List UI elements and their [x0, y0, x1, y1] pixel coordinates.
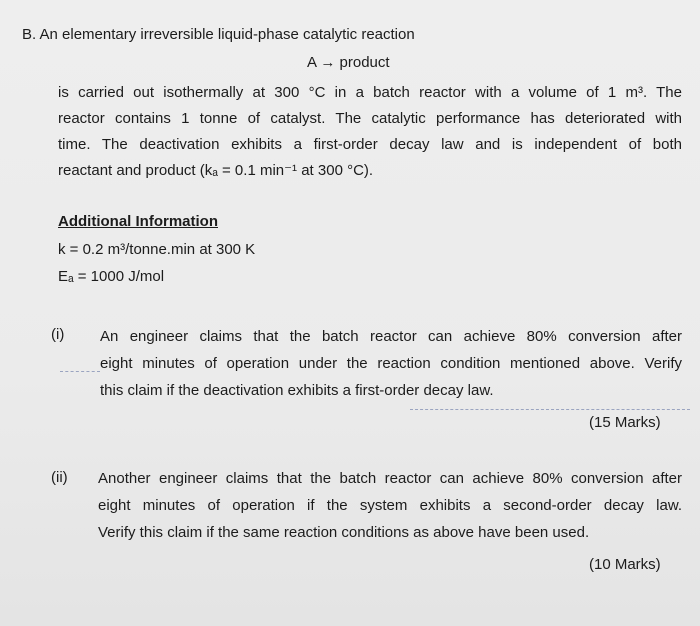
underline-mark	[60, 371, 100, 372]
description-line: reactant and product (kₐ = 0.1 min⁻¹ at 300 °C).	[58, 162, 374, 179]
part-i-marks: (15 Marks)	[589, 414, 661, 431]
description-line: reactor contains 1 tonne of catalyst. The catalytic performance has deteriorated with	[58, 110, 682, 127]
part-i-line: An engineer claims that the batch reactor can achieve 80% conversion after	[100, 328, 682, 345]
part-ii-marks: (10 Marks)	[589, 556, 661, 573]
activation-energy-line: Eₐ = 1000 J/mol	[58, 268, 165, 285]
part-i-line: this claim if the deactivation exhibits a first-order decay law.	[100, 382, 494, 399]
part-i-line: eight minutes of operation under the reaction condition mentioned above. Verify	[100, 355, 682, 372]
reaction-equation: A → product	[307, 54, 390, 71]
underline-mark	[410, 409, 690, 410]
part-ii-line: Verify this claim if the same reaction conditions as above have been used.	[98, 524, 590, 541]
part-ii-body	[98, 465, 682, 546]
part-ii-line: Another engineer claims that the batch reactor can achieve 80% conversion after	[98, 470, 682, 487]
question-heading: B. An elementary irreversible liquid-phase catalytic reaction	[22, 26, 415, 43]
part-i-label: (i)	[51, 326, 65, 343]
question-description	[58, 80, 682, 184]
rate-constant-line: k = 0.2 m³/tonne.min at 300 K	[58, 241, 256, 258]
additional-info-title: Additional Information	[58, 213, 218, 230]
part-ii-label: (ii)	[51, 469, 68, 486]
part-ii-line: eight minutes of operation if the system exhibits a second-order decay law.	[98, 497, 682, 514]
description-line: time. The deactivation exhibits a first-order decay law and is independent of both	[58, 136, 682, 153]
part-i-body	[100, 323, 682, 404]
description-line: is carried out isothermally at 300 °C in a batch reactor with a volume of 1 m³. The	[58, 84, 682, 101]
